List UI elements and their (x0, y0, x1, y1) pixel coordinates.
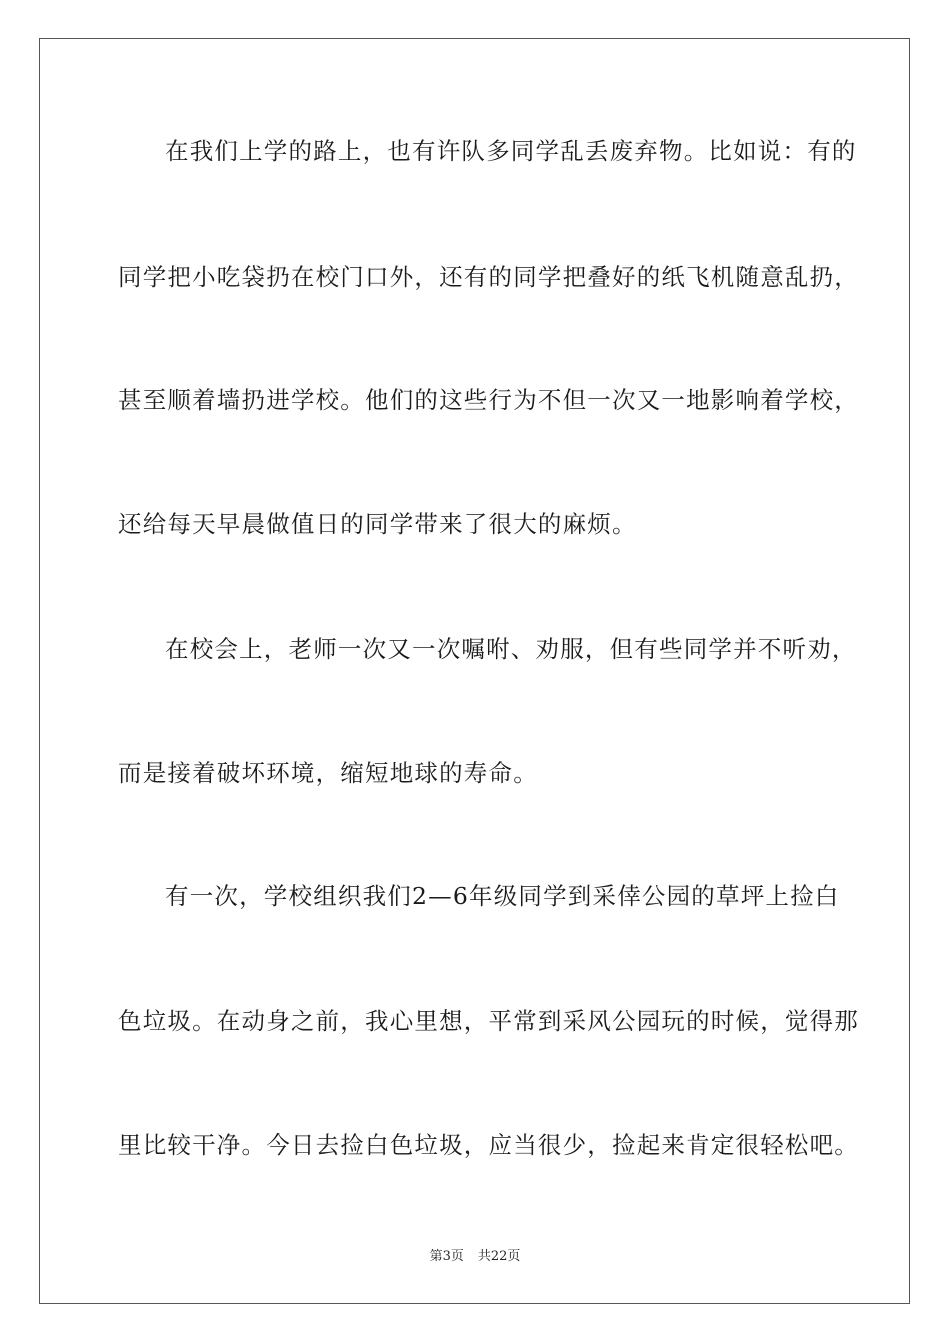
paragraph-3-line-3: 里比较干净。今日去捡白色垃圾，应当很少，捡起来肯定很轻松吧。 (118, 1131, 859, 1159)
paragraph-3-line-1: 有一次，学校组织我们2—6年级同学到采倖公园的草坪上捡白 (165, 882, 840, 910)
page-border (39, 38, 910, 1304)
page-footer (0, 1248, 950, 1266)
paragraph-1-line-4: 还给每天早晨做值日的同学带来了很大的麻烦。 (118, 510, 637, 538)
paragraph-3-line-2: 色垃圾。在动身之前，我心里想，平常到采风公园玩的时候，觉得那 (118, 1007, 859, 1035)
paragraph-1-line-1: 在我们上学的路上，也有许队多同学乱丢废弃物。比如说：有的 (165, 137, 857, 165)
paragraph-1-line-3: 甚至顺着墙扔进学校。他们的这些行为不但一次又一地影响着学校， (118, 386, 859, 414)
page-number: 第3页 (429, 1249, 464, 1264)
paragraph-1-line-2: 同学把小吃袋扔在校门口外，还有的同学把叠好的纸飞机随意乱扔， (118, 263, 859, 291)
paragraph-2-line-2: 而是接着破坏环境，缩短地球的寿命。 (118, 759, 538, 787)
total-pages: 共22页 (477, 1249, 521, 1264)
paragraph-2-line-1: 在校会上，老师一次又一次嘱咐、劝服，但有些同学并不听劝， (165, 635, 857, 663)
